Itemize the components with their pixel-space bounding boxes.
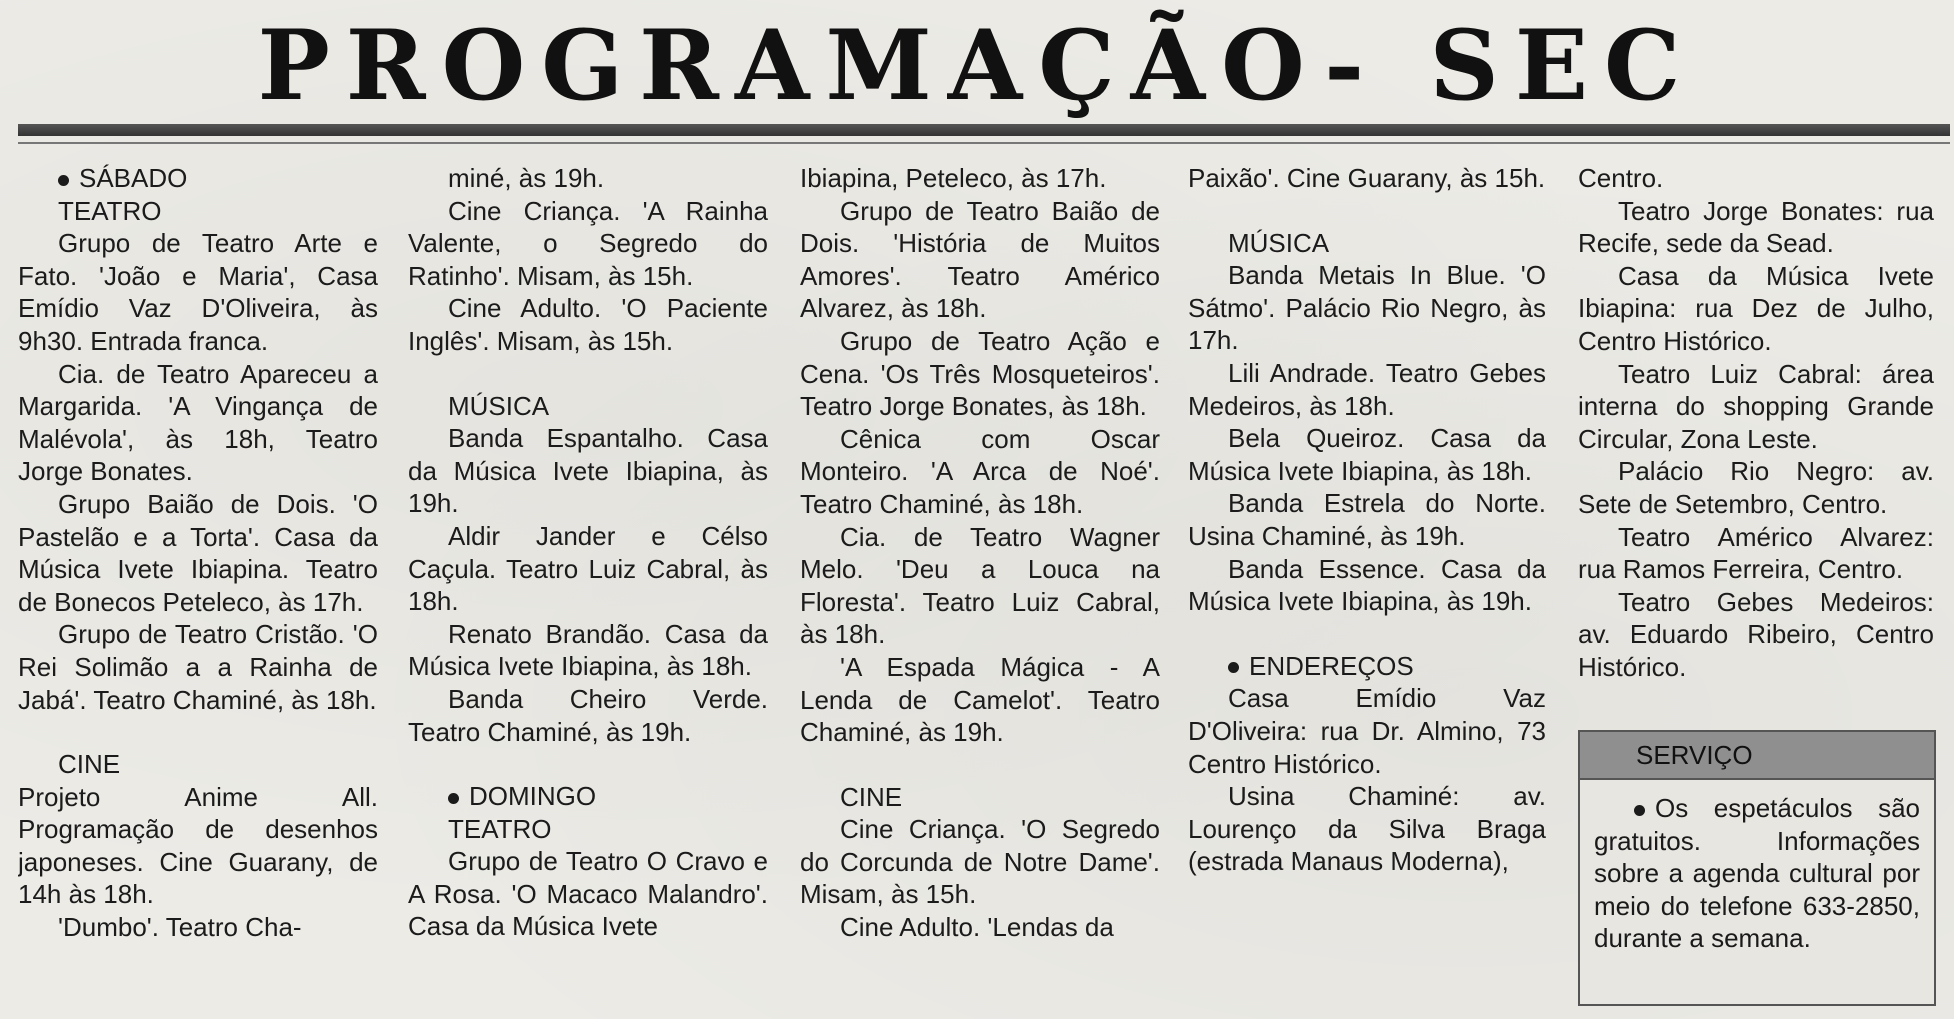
bullet-icon: [1594, 793, 1655, 823]
listing: Grupo de Teatro Baião de Dois. 'História de Muitos Amores'. Teatro Américo Alvarez, às 18h.: [800, 195, 1160, 324]
listing: Teatro Jorge Bonates: rua Recife, sede da Sead.: [1578, 195, 1934, 259]
subheading-teatro: TEATRO: [448, 813, 552, 844]
listing: Aldir Jander e Célso Caçula. Teatro Luiz Cabral, às 18h.: [408, 520, 768, 617]
servico-title: SERVIÇO: [1580, 732, 1934, 780]
column-3: [800, 162, 1160, 1012]
subheading-teatro: TEATRO: [58, 195, 162, 226]
servico-text: Os espetáculos são gratuitos. Informações sobre a agenda cultural por meio do telefone 633-2850, durante a semana.: [1594, 793, 1920, 954]
listing: Ibiapina, Peteleco, às 17h.: [800, 163, 1107, 193]
listing: Cênica com Oscar Monteiro. 'A Arca de Noé'. Teatro Chaminé, às 18h.: [800, 423, 1160, 519]
listing: Renato Brandão. Casa da Música Ivete Ibiapina, às 18h.: [408, 618, 768, 682]
servico-box: [1578, 730, 1936, 1006]
listing: Cine Criança. 'O Segredo do Corcunda de Notre Dame'. Misam, às 15h.: [800, 814, 1160, 910]
listing: Teatro Gebes Medeiros: av. Eduardo Ribeiro, Centro Histórico.: [1578, 586, 1934, 682]
listing: Teatro Luiz Cabral: área interna do shopping Grande Circular, Zona Leste.: [1578, 358, 1934, 454]
listing: Cine Adulto. 'Lendas da: [840, 912, 1114, 943]
section-heading-enderecos: ENDEREÇOS: [1188, 650, 1546, 683]
listing: Projeto Anime All. Programação de desenhos japoneses. Cine Guarany, de 14h às 18h.: [18, 781, 378, 910]
listing: Palácio Rio Negro: av. Sete de Setembro, Centro.: [1578, 456, 1934, 519]
column-4: [1188, 162, 1546, 1012]
listing: Cia. de Teatro Wagner Melo. 'Deu a Louca na Floresta'. Teatro Luiz Cabral, às 18h.: [800, 521, 1160, 650]
listing: Grupo de Teatro Ação e Cena. 'Os Três Mosqueteiros'. Teatro Jorge Bonates, às 18h.: [800, 325, 1160, 422]
column-5: [1578, 162, 1934, 722]
listing: Cine Criança. 'A Rainha Valente, o Segredo do Ratinho'. Misam, às 15h.: [408, 195, 768, 291]
subheading-cine: CINE: [58, 749, 121, 780]
subheading-musica: MÚSICA: [448, 390, 550, 421]
listing: Cine Adulto. 'O Paciente Inglês'. Misam, às 15h.: [408, 293, 768, 356]
headline-rule: [18, 124, 1950, 136]
listing: Teatro Américo Alvarez: rua Ramos Ferreira, Centro.: [1578, 521, 1934, 585]
listing: 'A Espada Mágica - A Lenda de Camelot'. Teatro Chaminé, às 19h.: [800, 651, 1160, 748]
servico-body: [1580, 780, 1934, 955]
listing: Cia. de Teatro Apareceu a Margarida. 'A Vingança de Malévola', às 18h, Teatro Jorge Bonates.: [18, 358, 378, 487]
listing: Banda Metais In Blue. 'O Sátmo'. Palácio Rio Negro, às 17h.: [1188, 260, 1546, 356]
column-1: [18, 162, 378, 1012]
listing: Centro.: [1578, 163, 1664, 193]
column-2: [408, 162, 768, 1012]
listing: Grupo Baião de Dois. 'O Pastelão e a Torta'. Casa da Música Ivete Ibiapina. Teatro de Bonecos Peteleco, às 17h.: [18, 488, 378, 617]
subheading-musica: MÚSICA: [1228, 227, 1330, 258]
listing: Grupo de Teatro Arte e Fato. 'João e Maria', Casa Emídio Vaz D'Oliveira, às 9h30. Entrada franca.: [18, 228, 378, 356]
listing: Casa Emídio Vaz D'Oliveira: rua Dr. Almino, 73 Centro Histórico.: [1188, 683, 1546, 779]
listing: Bela Queiroz. Casa da Música Ivete Ibiapina, às 18h.: [1188, 423, 1546, 486]
listing: Usina Chaminé: av. Lourenço da Silva Braga (estrada Manaus Moderna),: [1188, 781, 1546, 877]
listing: Banda Essence. Casa da Música Ivete Ibiapina, às 19h.: [1188, 553, 1546, 617]
listing: Casa da Música Ivete Ibiapina: rua Dez de Julho, Centro Histórico.: [1578, 260, 1934, 356]
section-heading-domingo: DOMINGO: [408, 780, 768, 813]
listing: Banda Estrela do Norte. Usina Chaminé, às 19h.: [1188, 488, 1546, 551]
listing: Banda Espantalho. Casa da Música Ivete Ibiapina, às 19h.: [408, 423, 768, 519]
headline: PROGRAMAÇÃO- SEC: [257, 9, 1697, 122]
headline-rule-thin: [18, 142, 1950, 144]
listing: 'Dumbo'. Teatro Cha-: [58, 912, 302, 943]
listing: miné, às 19h.: [448, 163, 605, 193]
listing: Lili Andrade. Teatro Gebes Medeiros, às 18h.: [1188, 357, 1546, 421]
listing: Grupo de Teatro O Cravo e A Rosa. 'O Macaco Malandro'. Casa da Música Ivete: [408, 846, 768, 942]
subheading-cine: CINE: [840, 781, 903, 812]
section-heading-sabado: SÁBADO: [18, 162, 378, 195]
listing: Grupo de Teatro Cristão. 'O Rei Solimão a a Rainha de Jabá'. Teatro Chaminé, às 18h.: [18, 619, 378, 715]
listing: Banda Cheiro Verde. Teatro Chaminé, às 19h.: [408, 683, 768, 747]
listing: Paixão'. Cine Guarany, às 15h.: [1188, 163, 1546, 193]
